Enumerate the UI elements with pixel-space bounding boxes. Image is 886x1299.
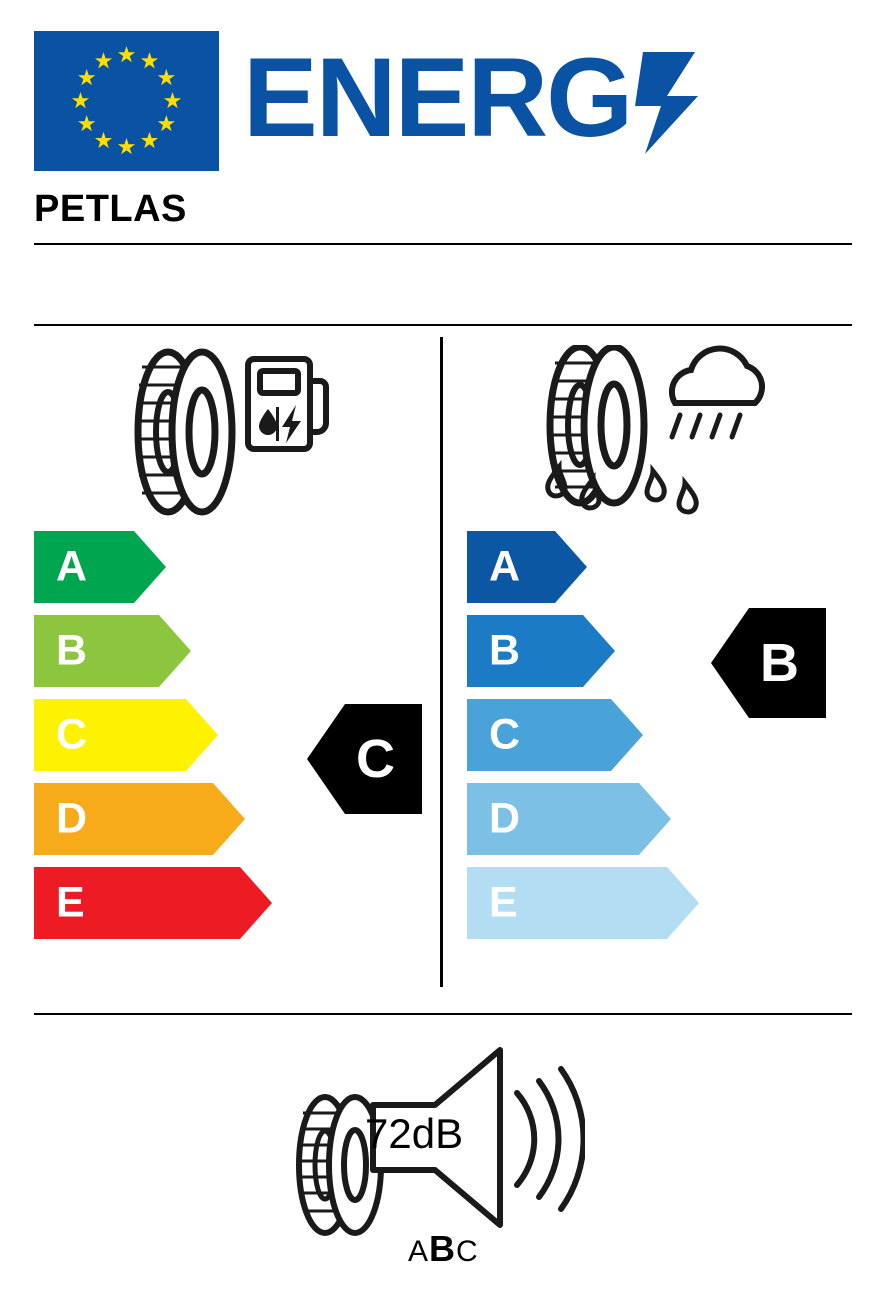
tyre-rain-cloud-icon — [525, 345, 790, 520]
tyre-fuel-pump-icon — [120, 345, 330, 520]
wet-grade-c-letter: C — [489, 710, 521, 759]
divider-brand — [34, 243, 852, 245]
wet-result-badge — [711, 608, 826, 718]
energ-wordmark — [243, 44, 713, 159]
wet-result-letter: B — [760, 633, 799, 693]
wet-grade-e-letter: E — [489, 878, 518, 927]
fuel-grade-c-letter: C — [56, 710, 88, 759]
wet-grade-b-letter: B — [489, 626, 521, 675]
noise-value: 72dB — [365, 1110, 464, 1157]
noise-class-selected: B — [429, 1228, 457, 1269]
wet-grade-a-letter: A — [489, 542, 521, 591]
divider-vertical — [440, 337, 443, 987]
divider-bottom — [34, 1013, 852, 1015]
noise-class-row — [408, 1228, 479, 1270]
fuel-result-badge — [307, 704, 422, 814]
wet-grade-d-letter: D — [489, 794, 521, 843]
noise-class-a: A — [408, 1235, 430, 1268]
eu-flag-icon — [34, 31, 219, 171]
fuel-grade-e-letter: E — [56, 878, 85, 927]
fuel-grade-a-letter: A — [56, 542, 88, 591]
divider-top — [34, 324, 852, 326]
brand-name: PETLAS — [34, 188, 187, 230]
fuel-grade-d-letter: D — [56, 794, 88, 843]
fuel-result-letter: C — [356, 729, 395, 789]
noise-class-c: C — [456, 1235, 479, 1268]
svg-text:ENERG: ENERG — [243, 44, 632, 159]
fuel-grade-b-letter: B — [56, 626, 88, 675]
